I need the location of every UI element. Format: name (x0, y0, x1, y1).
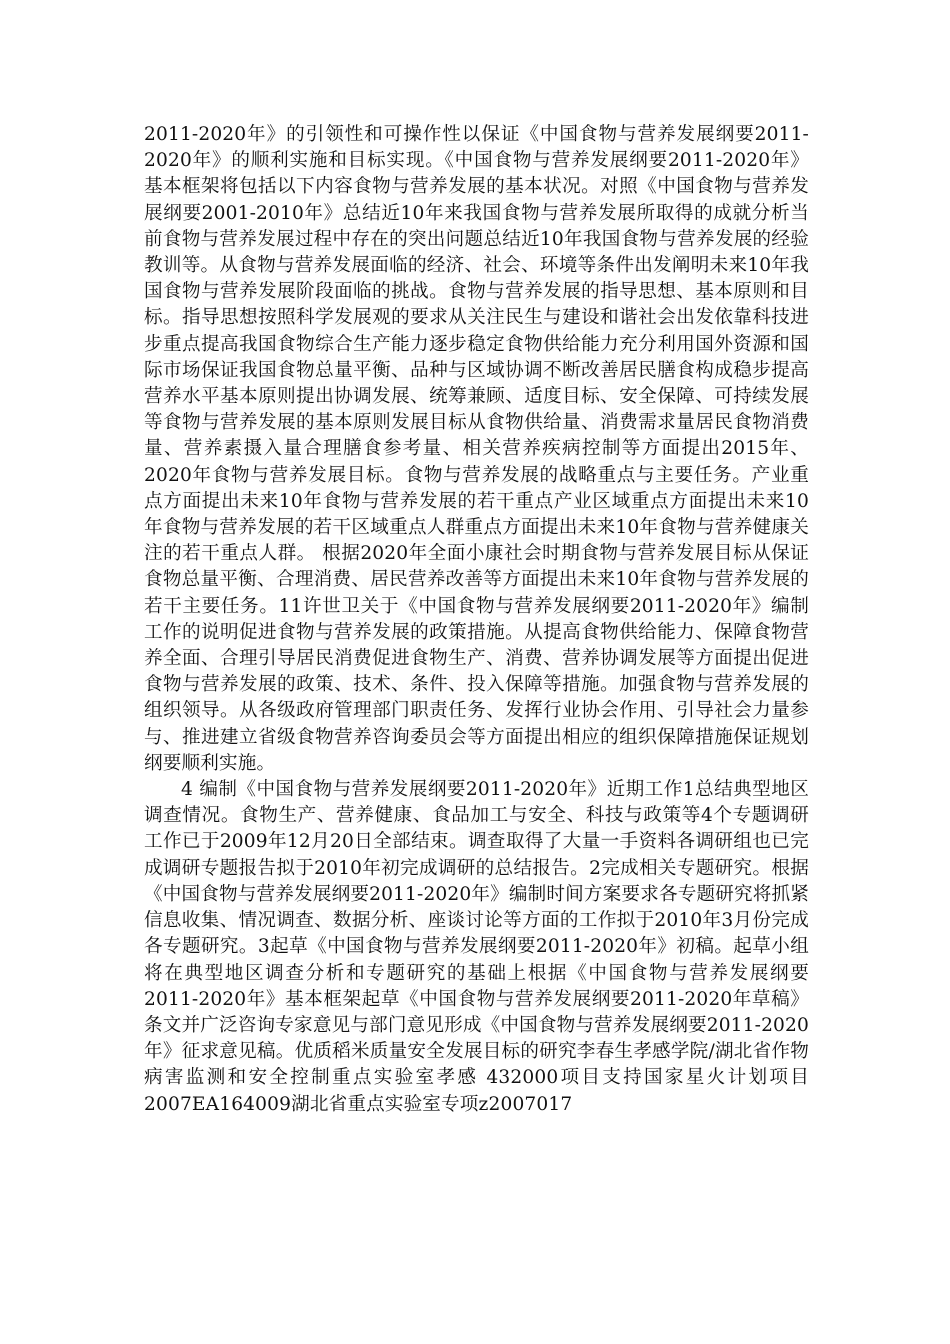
body-paragraph-2: 4 编制《中国食物与营养发展纲要2011-2020年》近期工作1总结典型地区调查情况。食物生产、营养健康、食品加工与安全、科技与政策等4个专题调研工作已于2009年12月20日全部结束。调查取得了大量一手资料各调研组也已完成调研专题报告拟于2010年初完成调研的总结报告。2完成相关专题研究。根据《中国食物与营养发展纲要2011-2020年》编制时间方案要求各专题研究将抓紧信息收集、情况调查、数据分析、座谈讨论等方面的工作拟于2010年3月份完成各专题研究。3起草《中国食物与营养发展纲要2011-2020年》初稿。起草小组将在典型地区调查分析和专题研究的基础上根据《中国食物与营养发展纲要2011-2020年》基本框架起草《中国食物与营养发展纲要2011-2020年草稿》条文并广泛咨询专家意见与部门意见形成《中国食物与营养发展纲要2011-2020年》征求意见稿。优质稻米质量安全发展目标的研究李春生孝感学院/湖北省作物病害监测和安全控制重点实验室孝感 432000项目支持国家星火计划项目2007EA164009湖北省重点实验室专项z2007017 (144, 779, 809, 1115)
document-body (144, 122, 809, 1118)
body-paragraph-1: 2011-2020年》的引领性和可操作性以保证《中国食物与营养发展纲要2011-2020年》的顺利实施和目标实现。《中国食物与营养发展纲要2011-2020年》基本框架将包括以下内容食物与营养发展的基本状况。对照《中国食物与营养发展纲要2001-2010年》总结近10年来我国食物与营养发展所取得的成就分析当前食物与营养发展过程中存在的突出问题总结近10年我国食物与营养发展的经验教训等。从食物与营养发展面临的经济、社会、环境等条件出发阐明未来10年我国食物与营养发展阶段面临的挑战。食物与营养发展的指导思想、基本原则和目标。指导思想按照科学发展观的要求从关注民生与建设和谐社会出发依靠科技进步重点提高我国食物综合生产能力逐步稳定食物供给能力充分利用国外资源和国际市场保证我国食物总量平衡、品种与区域协调不断改善居民膳食构成稳步提高营养水平基本原则提出协调发展、统筹兼顾、适度目标、安全保障、可持续发展等食物与营养发展的基本原则发展目标从食物供给量、消费需求量居民食物消费量、营养素摄入量合理膳食参考量、相关营养疾病控制等方面提出2015年、2020年食物与营养发展目标。食物与营养发展的战略重点与主要任务。产业重点方面提出未来10年食物与营养发展的若干重点产业区域重点方面提出未来10年食物与营养发展的若干区域重点人群重点方面提出未来10年食物与营养健康关注的若干重点人群。 根据2020年全面小康社会时期食物与营养发展目标从保证食物总量平衡、合理消费、居民营养改善等方面提出未来10年食物与营养发展的若干主要任务。11许世卫关于《中国食物与营养发展纲要2011-2020年》编制工作的说明促进食物与营养发展的政策措施。从提高食物供给能力、保障食物营养全面、合理引导居民消费促进食物生产、消费、营养协调发展等方面提出促进食物与营养发展的政策、技术、条件、投入保障等措施。加强食物与营养发展的组织领导。从各级政府管理部门职责任务、发挥行业协会作用、引导社会力量参与、推进建立省级食物营养咨询委员会等方面提出相应的组织保障措施保证规划纲要顺利实施。 (144, 124, 809, 774)
